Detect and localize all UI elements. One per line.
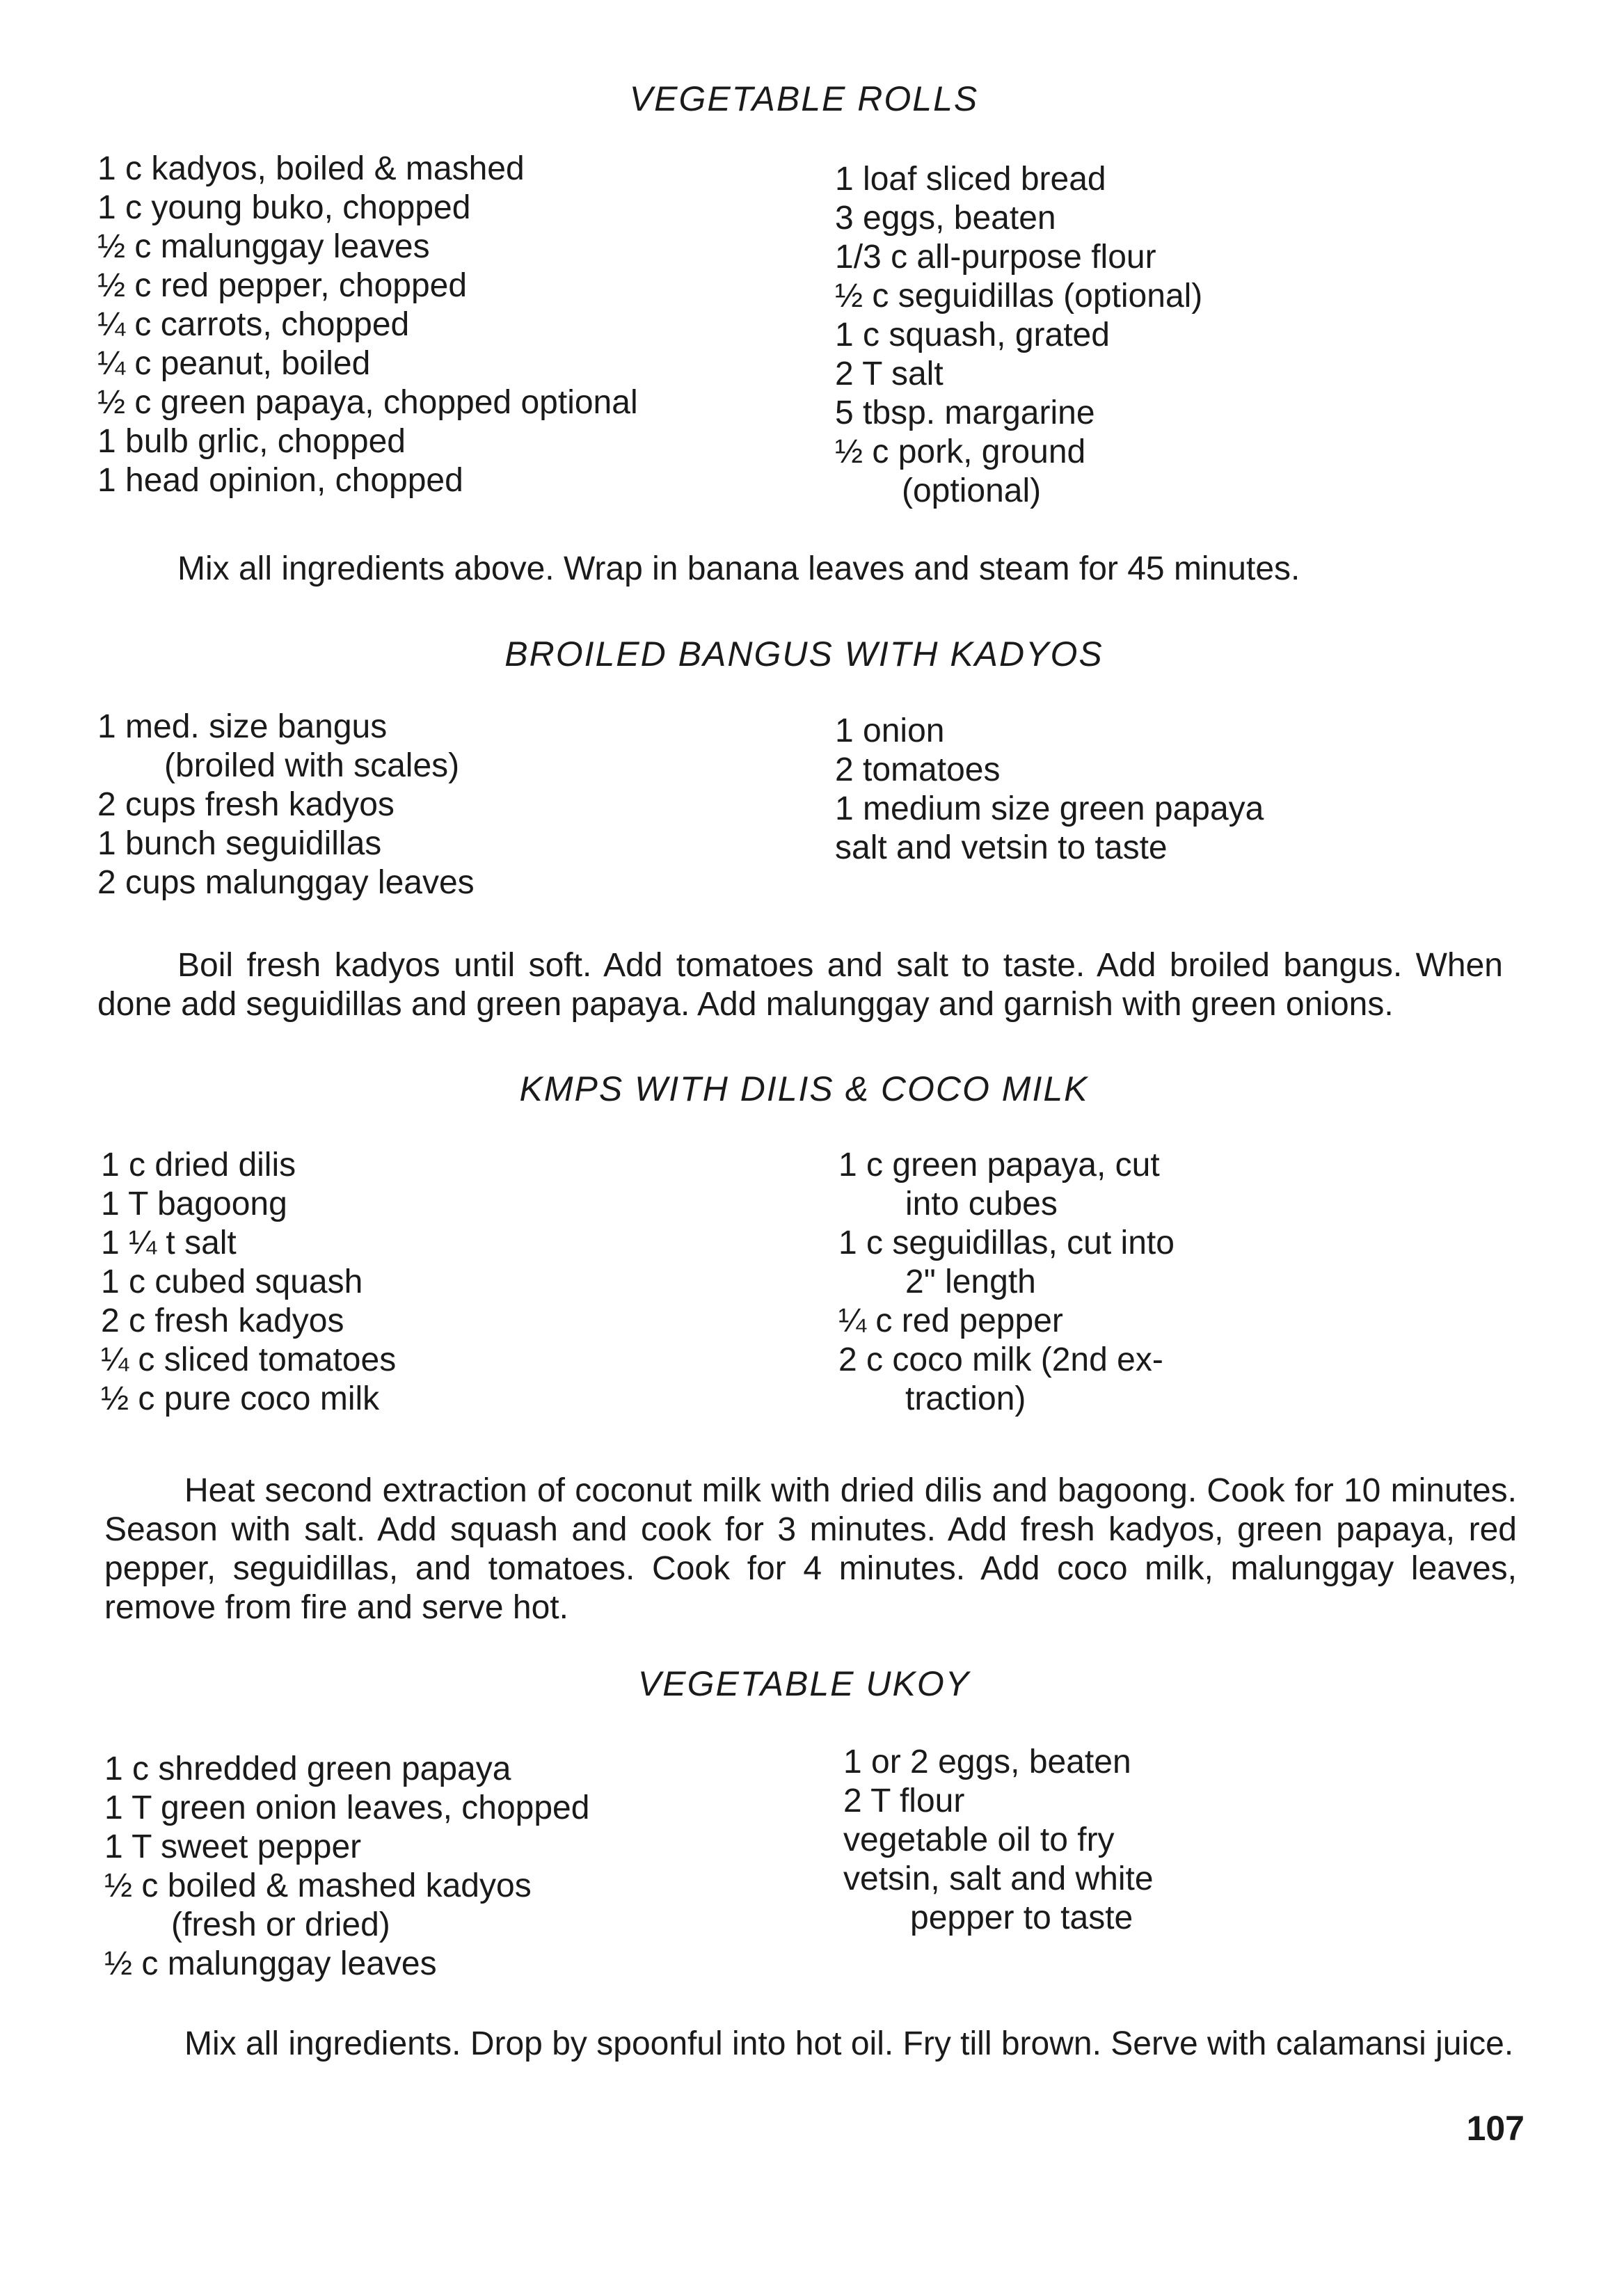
ingredient: pepper to taste — [910, 1899, 1133, 1936]
ingredient: 2 T flour — [843, 1783, 965, 1819]
ingredient: vetsin, salt and white — [843, 1860, 1154, 1897]
recipe-instructions: Mix all ingredients above. Wrap in banana leaves and steam for 45 minutes. — [177, 550, 1300, 587]
ingredient: salt and vetsin to taste — [835, 829, 1168, 866]
recipe-title: BROILED BANGUS WITH KADYOS — [504, 635, 1104, 673]
ingredient: 2 cups malunggay leaves — [97, 864, 475, 901]
ingredients-right — [843, 1743, 1154, 1938]
ingredient: 1 bulb grlic, chopped — [97, 423, 406, 460]
ingredient: 2 c fresh kadyos — [101, 1302, 344, 1339]
ingredient: 5 tbsp. margarine — [835, 394, 1095, 431]
ingredients-right — [835, 712, 1264, 868]
ingredient: 2 c coco milk (2nd ex- — [838, 1341, 1163, 1378]
ingredients-left — [101, 1146, 396, 1419]
ingredient: 1 c shredded green papaya — [104, 1751, 511, 1787]
ingredients-left — [104, 1750, 589, 1984]
ingredient: 2 cups fresh kadyos — [97, 786, 395, 823]
ingredient: 1 loaf sliced bread — [835, 161, 1106, 198]
ingredient: ¼ c peanut, boiled — [97, 345, 371, 382]
ingredient: 2 tomatoes — [835, 751, 1001, 788]
ingredient: 1 T bagoong — [101, 1186, 287, 1222]
ingredients-left — [97, 708, 475, 902]
ingredient: 1 ¼ t salt — [101, 1225, 237, 1261]
ingredient: 1 medium size green papaya — [835, 790, 1264, 827]
page-number: 107 — [1466, 2109, 1525, 2148]
recipe-title: KMPS WITH DILIS & COCO MILK — [519, 1069, 1089, 1108]
ingredient: ½ c pork, ground — [835, 433, 1086, 470]
recipe-instructions: Mix all ingredients. Drop by spoonful into hot oil. Fry till brown. Serve with calamansi juice. — [184, 2025, 1514, 2062]
ingredient: ¼ c red pepper — [838, 1302, 1063, 1339]
ingredient: 1 c cubed squash — [101, 1263, 363, 1300]
ingredient: into cubes — [905, 1186, 1058, 1222]
ingredient: 1 c squash, grated — [835, 317, 1110, 353]
ingredient: ¼ c carrots, chopped — [97, 306, 410, 343]
ingredient: traction) — [905, 1380, 1026, 1417]
ingredient: 1 T green onion leaves, chopped — [104, 1789, 590, 1826]
recipe-title: VEGETABLE UKOY — [637, 1664, 971, 1703]
ingredient: 2" length — [905, 1263, 1036, 1300]
ingredient: 1 c seguidillas, cut into — [838, 1225, 1175, 1261]
ingredient: ½ c pure coco milk — [101, 1380, 380, 1417]
ingredient: 1 c dried dilis — [101, 1147, 296, 1183]
ingredients-left — [97, 150, 638, 500]
ingredient: 1 or 2 eggs, beaten — [843, 1744, 1131, 1780]
ingredients-right — [838, 1146, 1175, 1419]
ingredient: ½ c red pepper, chopped — [97, 267, 468, 304]
ingredient: 1 med. size bangus — [97, 708, 388, 745]
ingredient: vegetable oil to fry — [843, 1821, 1115, 1858]
ingredients-right — [835, 160, 1202, 511]
recipe-instructions: Boil fresh kadyos until soft. Add tomatoes and salt to taste. Add broiled bangus. When done add seguidillas and green papaya. Add malunggay and garnish with green onions. — [97, 947, 1503, 1023]
ingredient: (broiled with scales) — [164, 747, 460, 784]
ingredient: 2 T salt — [835, 356, 944, 392]
ingredient: ½ c green papaya, chopped optional — [97, 384, 638, 421]
ingredient: 1 head opinion, chopped — [97, 462, 463, 499]
ingredient: 1 onion — [835, 712, 945, 749]
recipe-title: VEGETABLE ROLLS — [629, 79, 979, 118]
ingredient: (fresh or dried) — [171, 1906, 390, 1943]
ingredient: 1 T sweet pepper — [104, 1828, 362, 1865]
ingredient: ¼ c sliced tomatoes — [101, 1341, 397, 1378]
ingredient: 1 bunch seguidillas — [97, 825, 382, 862]
ingredient: ½ c boiled & mashed kadyos — [104, 1867, 532, 1904]
ingredient: 1 c young buko, chopped — [97, 189, 471, 226]
ingredient: (optional) — [902, 472, 1042, 509]
recipe-instructions: Heat second extraction of coconut milk with dried dilis and bagoong. Cook for 10 minutes. Season with salt. Add squash and cook for 3 minutes. Add fresh kadyos, green papaya, red pepper, seguidillas, and tomatoes. Cook for 4 minutes. Add coco milk, malunggay leaves, remove from fire and serve hot. — [104, 1472, 1517, 1626]
ingredient: ½ c malunggay leaves — [97, 228, 430, 265]
ingredient: ½ c seguidillas (optional) — [835, 278, 1203, 314]
ingredient: ½ c malunggay leaves — [104, 1945, 437, 1982]
ingredient: 3 eggs, beaten — [835, 200, 1056, 237]
ingredient: 1/3 c all-purpose flour — [835, 239, 1156, 276]
ingredient: 1 c kadyos, boiled & mashed — [97, 150, 525, 187]
ingredient: 1 c green papaya, cut — [838, 1147, 1160, 1183]
